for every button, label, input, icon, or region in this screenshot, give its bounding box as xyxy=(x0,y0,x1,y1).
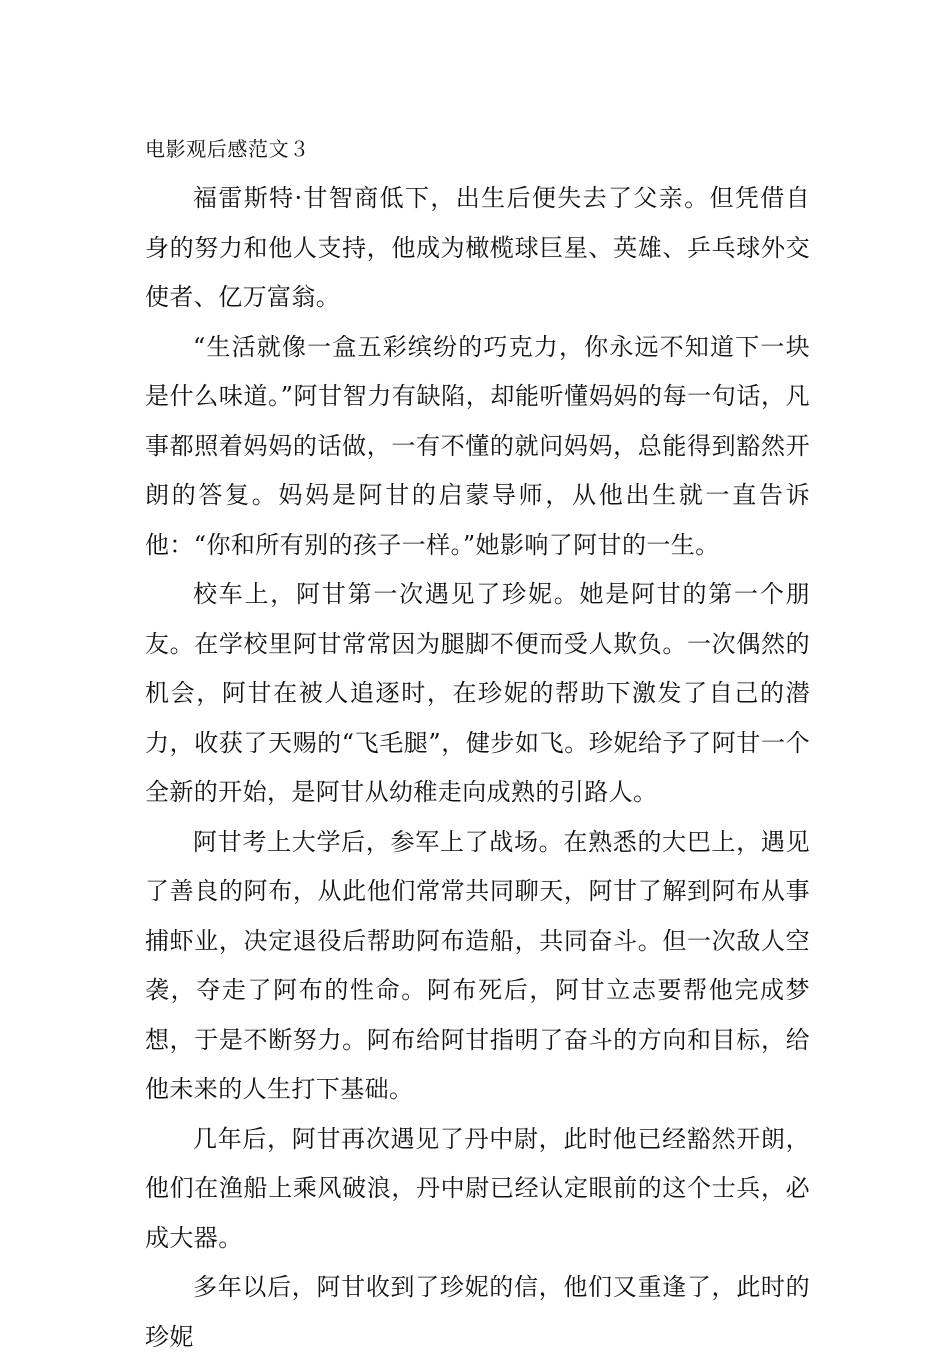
paragraph-1: 福雷斯特·甘智商低下，出生后便失去了父亲。但凭借自身的努力和他人支持，他成为橄榄球巨星、英雄、乒乓球外交使者、亿万富翁。 xyxy=(145,184,810,311)
paragraph-3: 校车上，阿甘第一次遇见了珍妮。她是阿甘的第一个朋友。在学校里阿甘常常因为腿脚不便而受人欺负。一次偶然的机会，阿甘在被人追逐时，在珍妮的帮助下激发了自己的潜力，收获了天赐的“飞毛腿”，健步如飞。珍妮给予了阿甘一个全新的开始，是阿甘从幼稚走向成熟的引路人。 xyxy=(145,580,810,806)
document-body xyxy=(145,124,810,1362)
paragraph-2: “生活就像一盒五彩缤纷的巧克力，你永远不知道下一块是什么味道。”阿甘智力有缺陷，却能听懂妈妈的每一句话，凡事都照着妈妈的话做，一有不懂的就问妈妈，总能得到豁然开朗的答复。妈妈是阿甘的启蒙导师，从他出生就一直告诉他：“你和所有别的孩子一样。”她影响了阿甘的一生。 xyxy=(145,332,810,559)
paragraph-5: 几年后，阿甘再次遇见了丹中尉，此时他已经豁然开朗，他们在渔船上乘风破浪，丹中尉已经认定眼前的这个士兵，必成大器。 xyxy=(145,1124,810,1252)
paragraph-6: 多年以后，阿甘收到了珍妮的信，他们又重逢了，此时的珍妮 xyxy=(145,1273,810,1351)
document-title: 电影观后感范文３ xyxy=(145,137,310,161)
paragraph-4: 阿甘考上大学后，参军上了战场。在熟悉的大巴上，遇见了善良的阿布，从此他们常常共同聊天，阿甘了解到阿布从事捕虾业，决定退役后帮助阿布造船，共同奋斗。但一次敌人空袭，夺走了阿布的性命。阿布死后，阿甘立志要帮他完成梦想，于是不断努力。阿布给阿甘指明了奋斗的方向和目标，给他未来的人生打下基础。 xyxy=(145,827,810,1103)
